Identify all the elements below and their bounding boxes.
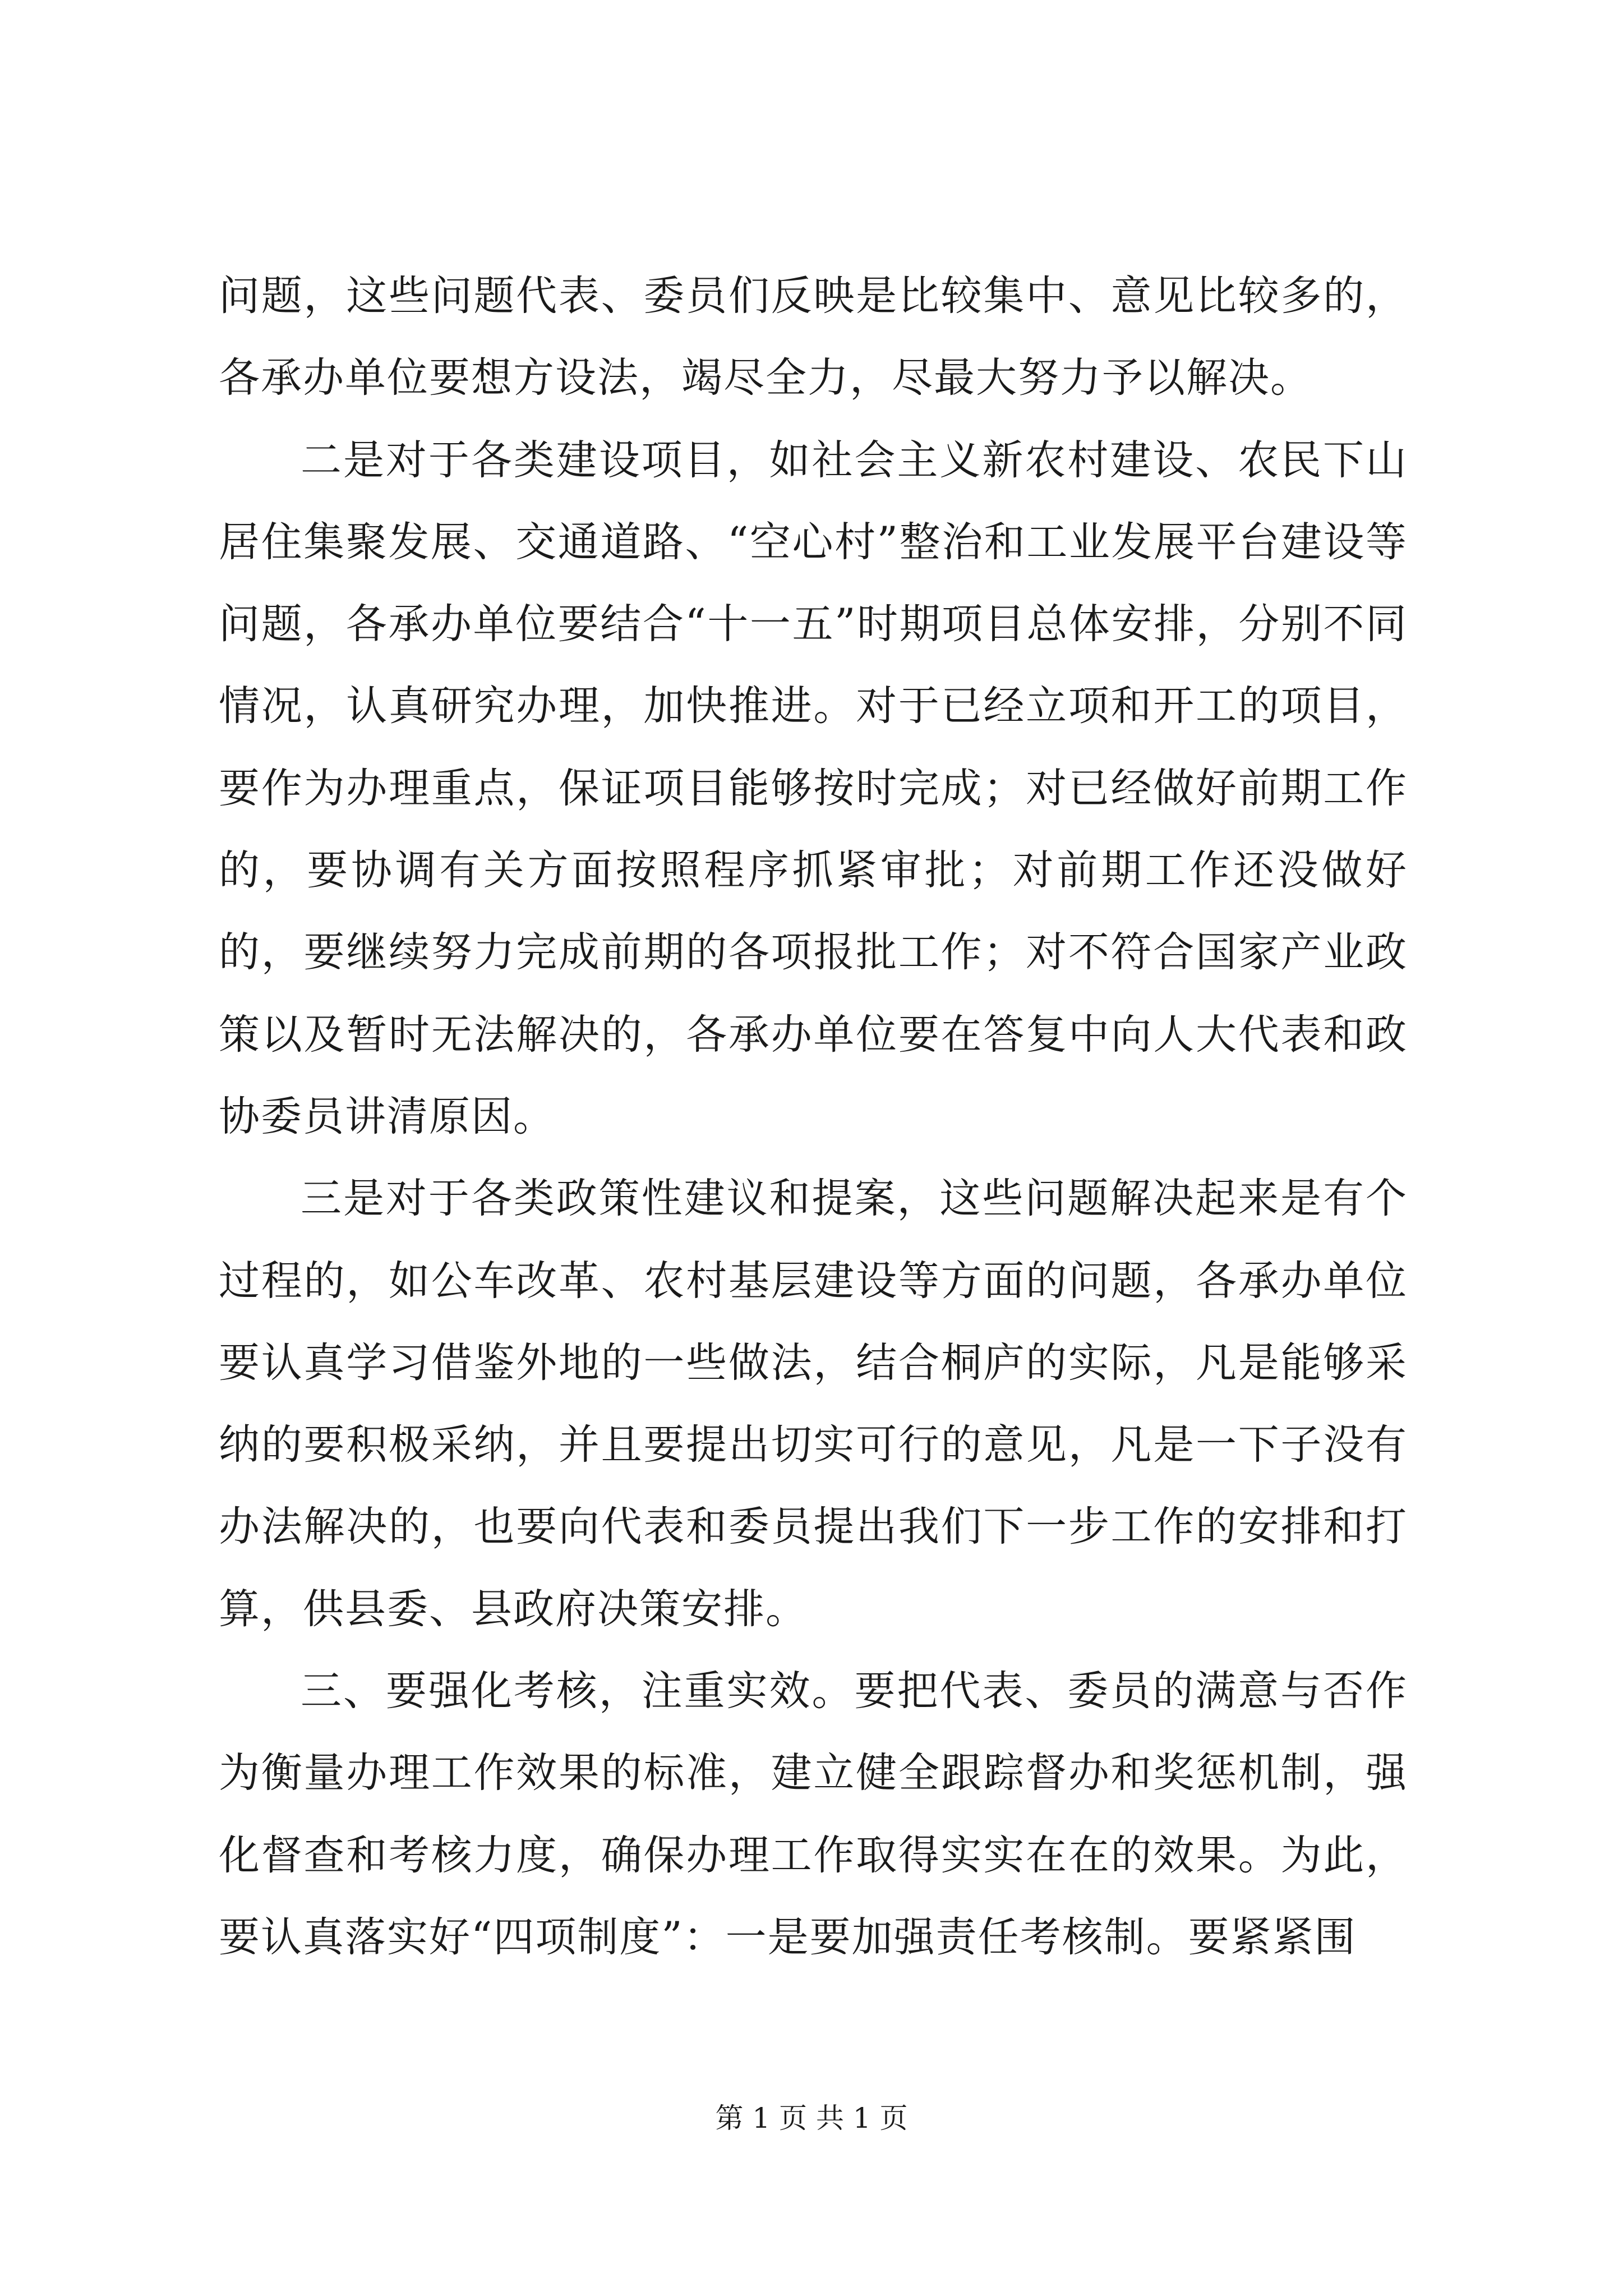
paragraph-construction-projects: 二是对于各类建设项目，如社会主义新农村建设、农民下山居住集聚发展、交通道路、“空心村”整治和工业发展平台建设等问题，各承办单位要结合“十一五”时期项目总体安排，分别不同情况，认真研究办理，加快推进。对于已经立项和开工的项目，要作为办理重点，保证项目能够按时完成；对已经做好前期工作的，要协调有关方面按照程序抓紧审批；对前期工作还没做好的，要继续努力完成前期的各项报批工作；对不符合国家产业政策以及暂时无法解决的，各承办单位要在答复中向人大代表和政协委员讲清原因。: [219, 436, 1408, 1140]
paragraph-strengthen-assessment: 三、要强化考核，注重实效。要把代表、委员的满意与否作为衡量办理工作效果的标准，建立健全跟踪督办和奖惩机制，强化督查和考核力度，确保办理工作取得实实在在的效果。为此，要认真落实好“四项制度”：一是要加强责任考核制。要紧紧围: [219, 1667, 1408, 1961]
paragraph-policy-proposals: 三是对于各类政策性建议和提案，这些问题解决起来是有个过程的，如公车改革、农村基层建设等方面的问题，各承办单位要认真学习借鉴外地的一些做法，结合桐庐的实际，凡是能够采纳的要积极采纳，并且要提出切实可行的意见，凡是一下子没有办法解决的，也要向代表和委员提出我们下一步工作的安排和打算，供县委、县政府决策安排。: [219, 1175, 1408, 1633]
paragraph-continuation: 问题，这些问题代表、委员们反映是比较集中、意见比较多的，各承办单位要想方设法，竭尽全力，尽最大努力予以解决。: [219, 272, 1408, 402]
page-footer: 第 1 页 共 1 页: [715, 2102, 908, 2134]
document-body: [219, 255, 1408, 1978]
